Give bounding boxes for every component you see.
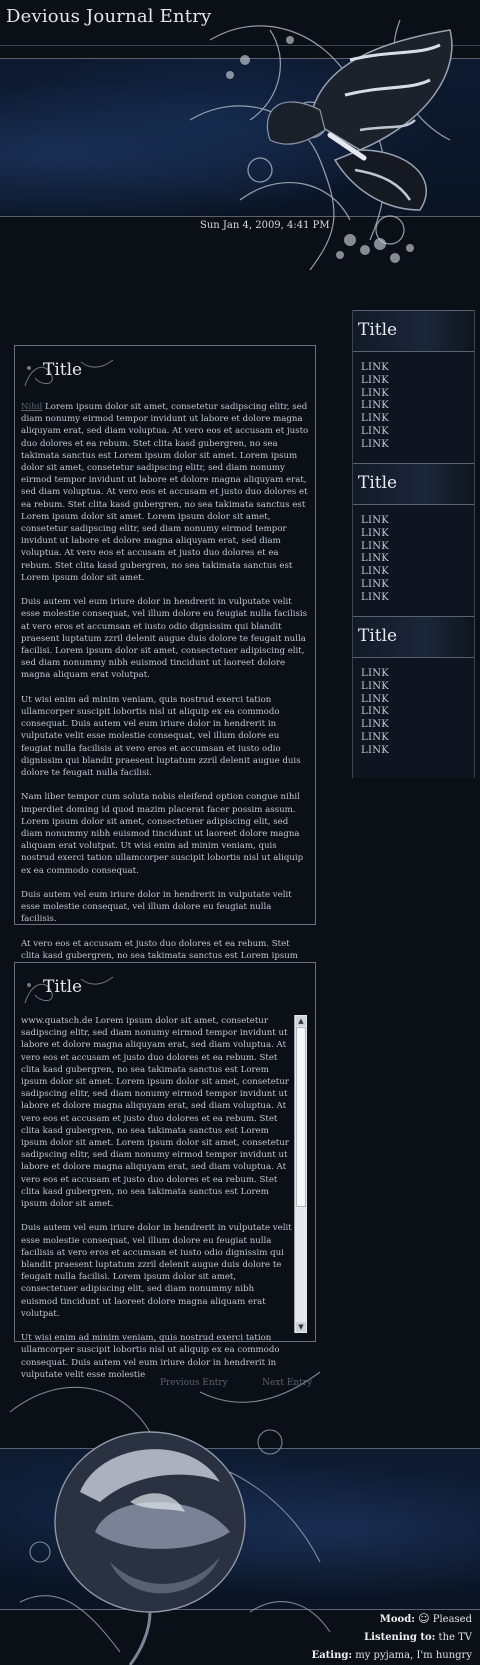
sidebar-section-title: Title (358, 626, 398, 646)
post-paragraph: Duis autem vel eum iriure dolor in hendrerit in vulputate velit esse molestie consequat, vel illum dolore eu feugiat nulla facilisis at vero eros et accumsan et iusto odio dignissim qui blandit praesent luptatum zzril delenit augue duis dolore te feugait nulla facilisi. Lorem ipsum dolor sit amet, consectetuer adipiscing elit, sed diam nonummy nibh euismod tincidunt ut laoreet dolore magna aliquam erat volutpat. (21, 1223, 292, 1319)
post-body (21, 401, 309, 987)
sidebar-link[interactable]: LINK (361, 693, 390, 705)
sidebar-section-1 (353, 310, 474, 452)
sidebar-link[interactable]: LINK (361, 744, 390, 756)
sidebar-link[interactable]: LINK (361, 731, 390, 743)
meta-value: my pyjama, I'm hungry (355, 1650, 472, 1661)
previous-entry-link[interactable]: Previous Entry (160, 1378, 228, 1388)
sidebar-link[interactable]: LINK (361, 425, 390, 437)
meta-listening (364, 1632, 472, 1643)
sidebar-section-header (353, 310, 474, 352)
post-paragraph: Ut wisi enim ad minim veniam, quis nostrud exerci tation ullamcorper suscipit lobortis nisl ut aliquip ex ea commodo consequat. Duis autem vel eum iriure dolor in hendrerit in vulputate velit esse molestie consequat, vel illum dolore eu feugiat nulla facilisis at vero eros et accumsan et iusto odio dignissim qui blandit praesent luptatum zzril delenit augue duis dolore te feugait nulla facilisi. (21, 694, 301, 779)
sidebar-link[interactable]: LINK (361, 515, 390, 526)
sidebar-section-header (353, 463, 474, 505)
sidebar-link[interactable]: LINK (361, 591, 390, 603)
post-paragraph: At vero eos et accusam et justo duo dolores et ea rebum. Stet clita kasd gubergren, no sea takimata sanctus est Lorem ipsum (21, 938, 298, 962)
sidebar (352, 310, 475, 778)
scroll-up-arrow-icon[interactable]: ▲ (296, 1016, 306, 1026)
post-paragraph: Ut wisi enim ad minim veniam, quis nostrud exerci tation ullamcorper suscipit lobortis nisl ut aliquip ex ea commodo consequat. Duis autem vel eum iriure dolor in hendrerit in vulputate velit esse molestie (21, 1333, 280, 1380)
meta-value: Pleased (432, 1614, 472, 1625)
rose-icon (55, 1432, 245, 1665)
meta-mood (380, 1612, 472, 1625)
post-body (21, 1015, 293, 1393)
post-scroll-box[interactable] (21, 1015, 307, 1380)
sidebar-link[interactable]: LINK (361, 413, 390, 425)
sidebar-link[interactable]: LINK (361, 566, 390, 578)
meta-label: Listening to: (364, 1632, 436, 1643)
sidebar-section-3 (353, 616, 474, 758)
meta-label: Mood: (379, 1614, 415, 1625)
sidebar-section-title: Title (358, 473, 398, 493)
sidebar-section-2 (353, 463, 474, 605)
footer-entry-nav (160, 1378, 312, 1388)
post-paragraph: Duis autem vel eum iriure dolor in hendrerit in vulputate velit esse molestie consequat, vel illum dolore eu feugiat nulla facilisis. (21, 890, 292, 925)
sidebar-section-header (353, 616, 474, 658)
sidebar-link[interactable]: LINK (361, 527, 390, 539)
next-entry-link[interactable]: Next Entry (262, 1378, 313, 1388)
butterfly-floral-art (150, 0, 480, 300)
sidebar-link[interactable]: LINK (361, 578, 390, 590)
post-title: Title (43, 360, 83, 380)
sidebar-link[interactable]: LINK (361, 374, 390, 386)
entry-datestamp: Sun Jan 4, 2009, 4:41 PM (200, 220, 330, 231)
post-paragraph: Duis autem vel eum iriure dolor in hendrerit in vulputate velit esse molestie consequat, vel illum dolore eu feugiat nulla facilisis at vero eros et accumsan et iusto odio dignissim qui blandit praesent luptatum zzril delenit augue duis dolore te feugait nulla facilisi. Lorem ipsum dolor sit amet, consectetuer adipiscing elit, sed diam nonummy nibh euismod tincidunt ut laoreet dolore magna aliquam erat volutpat. (21, 597, 308, 681)
vertical-scrollbar[interactable] (294, 1015, 307, 1333)
sidebar-link[interactable]: LINK (361, 400, 390, 412)
journal-post-1 (14, 345, 316, 962)
sidebar-link[interactable]: LINK (361, 553, 390, 565)
scrollbar-thumb[interactable] (296, 1027, 306, 1207)
journal-post-2 (14, 962, 316, 1380)
sidebar-link[interactable]: LINK (361, 387, 390, 399)
mood-smiley-icon: ☺ (418, 1612, 430, 1625)
post-title: Title (43, 977, 83, 997)
post-paragraph: Nam liber tempor cum soluta nobis eleifend option congue nihil imperdiet doming id quod mazim placerat facer possim assum. Lorem ipsum dolor sit amet, consectetuer adipiscing elit, sed diam nonummy nibh euismod tincidunt ut laoreet dolore magna aliquam erat volutpat. Ut wisi enim ad minim veniam, quis nostrud exerci tation ullamcorper suscipit lobortis nisl ut aliquip ex ea commodo consequat. (21, 792, 304, 876)
sidebar-link[interactable]: LINK (361, 680, 390, 692)
meta-value: the TV (438, 1632, 472, 1643)
sidebar-link[interactable]: LINK (361, 438, 390, 450)
post-paragraph: www.quatsch.de Lorem ipsum dolor sit amet, consetetur sadipscing elitr, sed diam nonumy eirmod tempor invidunt ut labore et dolore magna aliquyam erat, sed diam voluptua. At vero eos et accusam et justo duo dolores et ea rebum. Stet clita kasd gubergren, no sea takimata sanctus est Lorem ipsum dolor sit amet. Lorem ipsum dolor sit amet, consetetur sadipscing elitr, sed diam nonumy eirmod tempor invidunt ut labore et dolore magna aliquyam erat, sed diam voluptua. At vero eos et accusam et justo duo dolores et ea rebum. Stet clita kasd gubergren, no sea takimata sanctus est Lorem ipsum dolor sit amet. Lorem ipsum dolor sit amet, consetetur sadipscing elitr, sed diam nonumy eirmod tempor invidunt ut labore et dolore magna aliquyam erat, sed diam voluptua. At vero eos et accusam et justo duo dolores et ea rebum. Stet clita kasd gubergren, no sea takimata sanctus est Lorem ipsum dolor sit amet. (21, 1016, 289, 1210)
sidebar-link[interactable]: LINK (361, 706, 390, 718)
sidebar-link[interactable]: LINK (361, 362, 390, 373)
meta-eating (312, 1650, 472, 1661)
rose-floral-art (0, 1352, 340, 1665)
sidebar-link[interactable]: LINK (361, 540, 390, 552)
scroll-down-arrow-icon[interactable]: ▼ (296, 1322, 306, 1332)
sidebar-link[interactable]: LINK (361, 668, 390, 679)
sidebar-section-title: Title (358, 320, 398, 340)
post-paragraph: Lorem ipsum dolor sit amet, consetetur sadipscing elitr, sed diam nonumy eirmod tempor invidunt ut labore et dolore magna aliquyam erat, sed diam voluptua. At vero eos et accusam et justo duo dolores et ea rebum. Stet clita kasd gubergren, no sea takimata sanctus est Lorem ipsum dolor sit amet. Lorem ipsum dolor sit amet, consetetur sadipscing elitr, sed diam nonumy eirmod tempor invidunt ut labore et dolore magna aliquyam erat, sed diam voluptua. At vero eos et accusam et justo duo dolores et ea rebum. Stet clita kasd gubergren, no sea takimata sanctus est Lorem ipsum dolor sit amet. Lorem ipsum dolor sit amet, consetetur sadipscing elitr, sed diam nonumy eirmod tempor invidunt ut labore et dolore magna aliquyam erat, sed diam voluptua. At vero eos et accusam et justo duo dolores et ea rebum. Stet clita kasd gubergren, no sea takimata sanctus est Lorem ipsum dolor sit amet. (21, 402, 309, 583)
page-title: Devious Journal Entry (6, 6, 212, 27)
post-inline-link[interactable]: Nihil (21, 402, 43, 412)
sidebar-link[interactable]: LINK (361, 719, 390, 731)
meta-label: Eating: (311, 1650, 353, 1661)
